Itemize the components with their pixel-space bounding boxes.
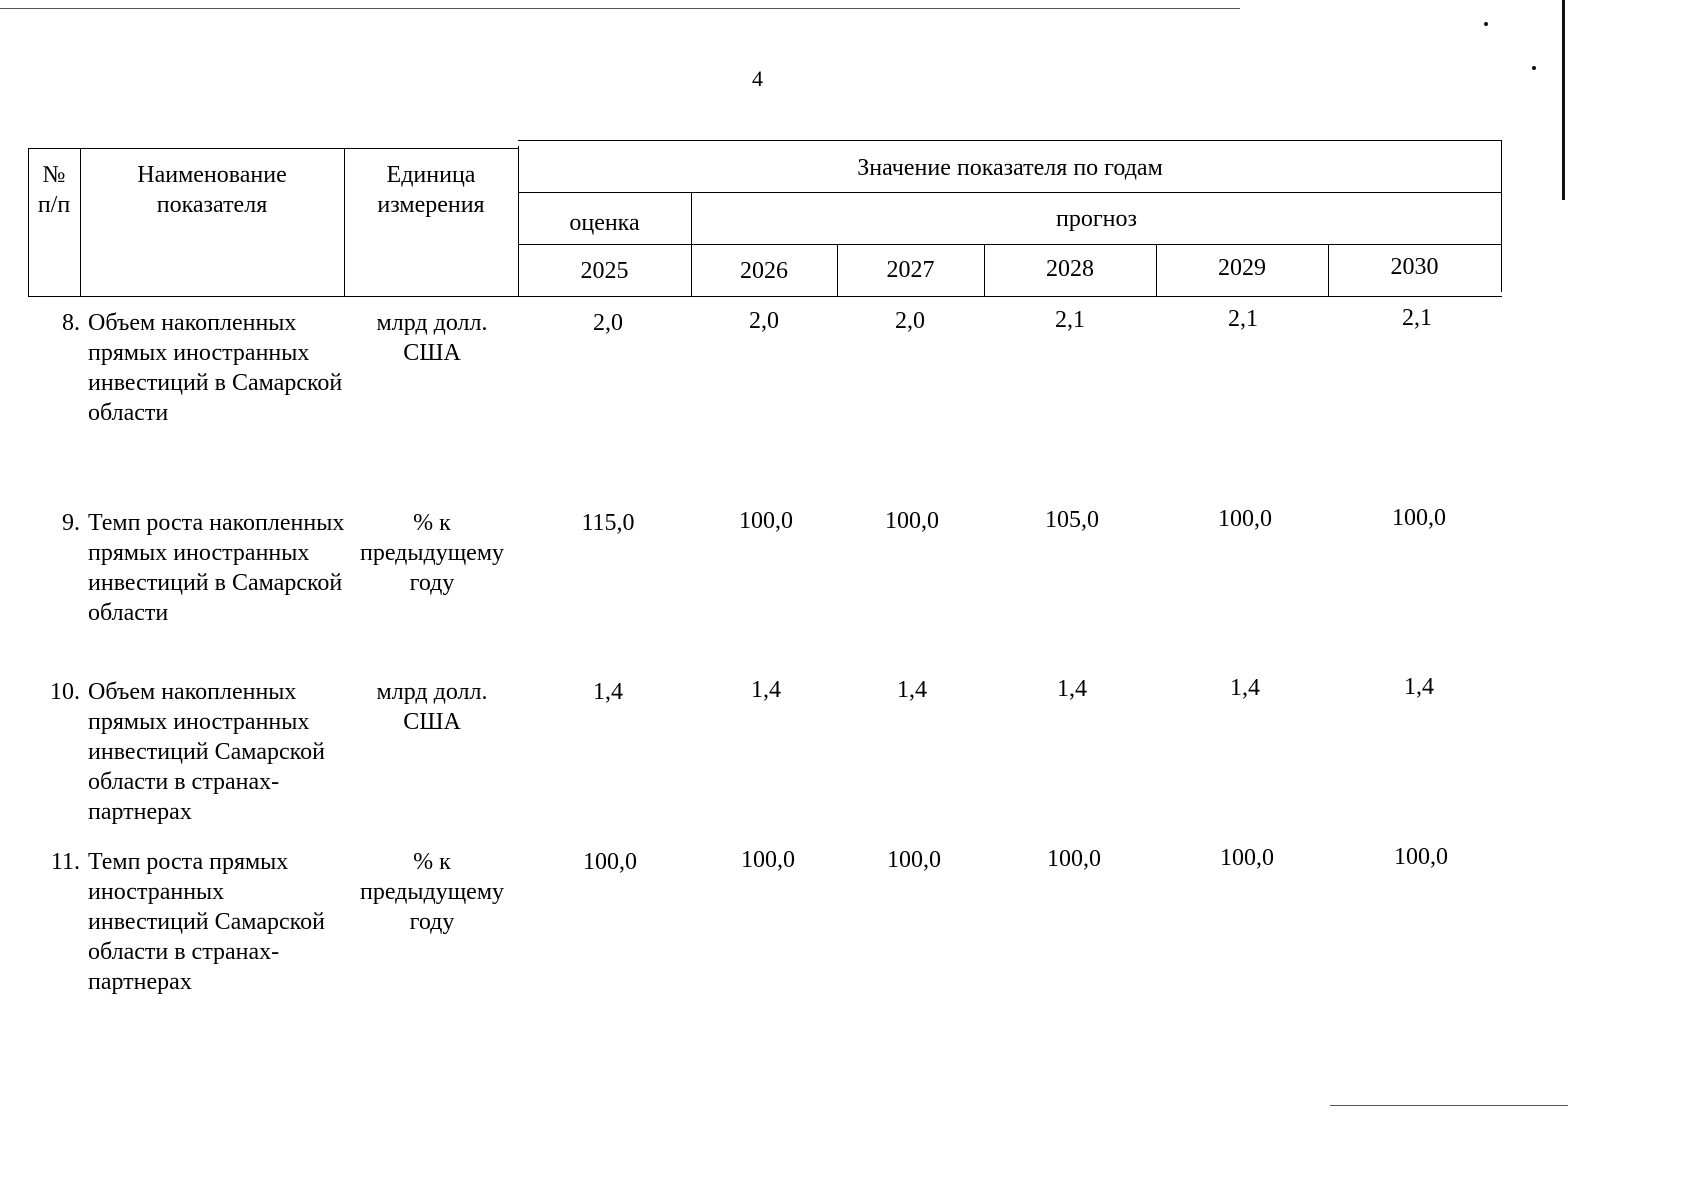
row-value-2030: 100,0	[1394, 844, 1448, 870]
row-value-2027: 100,0	[885, 508, 939, 534]
row-value-2030: 2,1	[1402, 305, 1432, 331]
row-value-2027: 2,0	[895, 308, 925, 334]
header-year: 2026	[740, 258, 788, 284]
row-number: 11.	[50, 849, 80, 875]
row-value-2025: 100,0	[583, 849, 637, 875]
row-unit: млрд долл. США	[376, 679, 488, 735]
row-value-2025: 1,4	[593, 679, 623, 705]
header-year: 2027	[886, 257, 935, 283]
header-indicator-name: Наименование показателя	[137, 162, 287, 218]
row-unit: % к предыдущему году	[359, 510, 505, 596]
row-number: 10.	[50, 679, 80, 705]
header-year: 2030	[1390, 254, 1439, 280]
row-unit: % к предыдущему году	[359, 849, 505, 935]
row-unit: млрд долл. США	[376, 310, 488, 366]
row-indicator-name: Объем накопленных прямых иностранных инвестиций Самарской области в странах-партнерах	[88, 679, 325, 825]
row-value-2026: 100,0	[741, 847, 795, 873]
header-year: 2025	[580, 258, 629, 284]
row-value-2026: 1,4	[751, 677, 781, 703]
header-unit: Единица измерения	[377, 162, 485, 218]
header-year: 2029	[1218, 255, 1266, 281]
row-value-2027: 100,0	[887, 847, 941, 873]
row-value-2030: 100,0	[1392, 505, 1446, 531]
row-number: 8.	[62, 310, 80, 336]
row-value-2025: 115,0	[581, 510, 635, 536]
row-value-2026: 100,0	[739, 508, 793, 534]
table-header	[28, 140, 1502, 296]
header-rule	[28, 296, 1502, 297]
row-number: 9.	[62, 510, 80, 536]
header-year: 2028	[1046, 256, 1094, 282]
row-indicator-name: Темп роста накопленных прямых иностранных инвестиций в Самарской области	[88, 510, 345, 626]
row-value-2028: 1,4	[1057, 676, 1087, 702]
header-rule	[518, 244, 1502, 245]
top-border-line	[0, 8, 1240, 9]
header-number: № п/п	[37, 162, 71, 218]
row-value-2027: 1,4	[897, 677, 927, 703]
scan-edge-mark	[1562, 0, 1565, 200]
row-value-2030: 1,4	[1404, 674, 1434, 700]
row-value-2029: 2,1	[1228, 306, 1258, 332]
row-value-2028: 2,1	[1055, 307, 1085, 333]
header-values-by-year: Значение показателя по годам	[857, 155, 1163, 181]
scan-speck	[1484, 22, 1488, 26]
page-number: 4	[752, 66, 763, 91]
row-value-2028: 100,0	[1047, 846, 1101, 872]
row-value-2029: 1,4	[1230, 675, 1260, 701]
row-indicator-name: Объем накопленных прямых иностранных инвестиций в Самарской области	[88, 310, 343, 426]
header-rule	[518, 192, 1502, 193]
header-rule	[28, 148, 518, 149]
bottom-border-line	[1330, 1105, 1568, 1106]
row-value-2028: 105,0	[1045, 507, 1099, 533]
row-value-2025: 2,0	[593, 310, 623, 336]
header-forecast: прогноз	[1055, 206, 1137, 232]
scan-speck	[1532, 66, 1536, 70]
row-indicator-name: Темп роста прямых иностранных инвестиций Самарской области в странах-партнерах	[88, 849, 325, 995]
row-value-2026: 2,0	[749, 308, 779, 334]
header-estimate: оценка	[569, 210, 640, 236]
row-value-2029: 100,0	[1220, 845, 1274, 871]
row-value-2029: 100,0	[1218, 506, 1272, 532]
header-rule	[518, 140, 1502, 141]
